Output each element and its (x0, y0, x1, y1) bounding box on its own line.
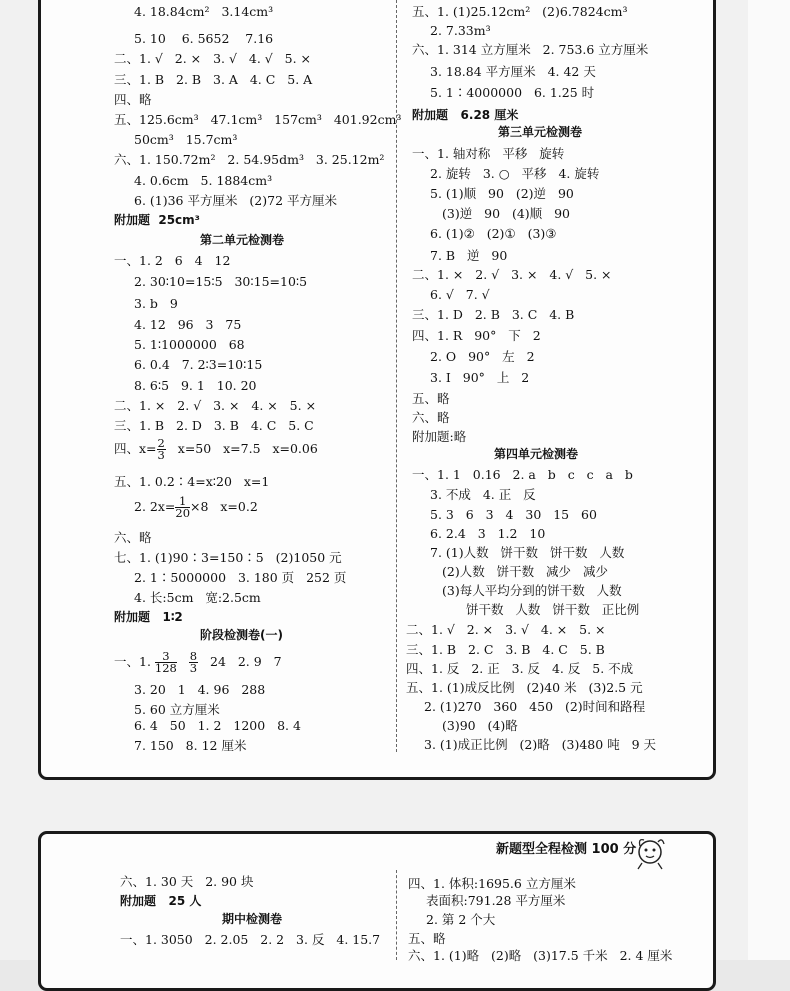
answer-line: 7. (1)人数 饼干数 饼干数 人数 (430, 545, 625, 560)
fraction (155, 651, 177, 674)
answer-line: 3. 18.84 平方厘米 4. 42 天 (430, 64, 596, 79)
answer-line: 6. 2.4 3 1.2 10 (430, 526, 546, 541)
answer-line-fraction (134, 494, 258, 520)
answer-line: 三、1. D 2. B 3. C 4. B (412, 307, 575, 322)
answer-line: 二、1. √ 2. × 3. √ 4. √ 5. × (114, 51, 312, 66)
answer-line: (3)90 (4)略 (442, 718, 518, 733)
fraction (175, 496, 190, 519)
answer-line: 3. 不成 4. 正 反 (430, 487, 536, 502)
answer-line-fraction (114, 436, 318, 462)
answer-line: 四、1. 反 2. 正 3. 反 4. 反 5. 不成 (406, 661, 634, 676)
section-heading: 阶段检测卷(一) (200, 628, 283, 642)
answer-line: 五、125.6cm³ 47.1cm³ 157cm³ 401.92cm³ (114, 112, 402, 127)
numerator: 8 (189, 649, 198, 663)
answer-line: 2. 1∶5000000 3. 180 页 252 页 (134, 570, 347, 585)
answer-line: 二、1. √ 2. × 3. √ 4. × 5. × (406, 622, 606, 637)
answer-line: 五、略 (412, 391, 450, 406)
answer-line: 三、1. B 2. D 3. B 4. C 5. C (114, 418, 314, 433)
answer-line: 5. 3 6 3 4 30 15 60 (430, 507, 597, 522)
cartoon-mascot-icon (632, 832, 672, 872)
answer-line: 6. 0.4 7. 2∶3=10∶15 (134, 357, 263, 372)
answer-line: 5. (1)顺 90 (2)逆 90 (430, 186, 574, 201)
answer-line: 六、1. 30 天 2. 90 块 (120, 874, 254, 889)
answer-line: 一、1. 轴对称 平移 旋转 (412, 146, 565, 161)
answer-line: 4. 0.6cm 5. 1884cm³ (134, 173, 273, 188)
section-heading: 第四单元检测卷 (494, 447, 579, 461)
answer-line: 表面积:791.28 平方厘米 (426, 893, 566, 908)
answer-line: 2. O 90° 左 2 (430, 349, 535, 364)
answer-line: 三、1. B 2. B 3. A 4. C 5. A (114, 72, 313, 87)
answer-line: 五、略 (408, 931, 446, 946)
denominator: 128 (154, 661, 177, 675)
answer-line: 七、1. (1)90∶3=150∶5 (2)1050 元 (114, 550, 342, 565)
answer-line: 四、1. 体积:1695.6 立方厘米 (408, 876, 576, 891)
answer-line: 2. (1)270 360 450 (2)时间和路程 (424, 699, 646, 714)
answer-line: 3. 20 1 4. 96 288 (134, 682, 266, 697)
denominator: 3 (157, 448, 165, 462)
answer-line: 3. I 90° 上 2 (430, 370, 530, 385)
answer-line: 5. 1∶1000000 68 (134, 337, 245, 352)
bonus-question: 附加题 25cm³ (114, 213, 200, 227)
answer-line: 附加题:略 (412, 429, 467, 444)
book-title: 新题型全程检测 100 分 (496, 842, 637, 857)
answer-line: (3)每人平均分到的饼干数 人数 (442, 583, 622, 598)
section-heading: 第二单元检测卷 (200, 233, 285, 247)
answer-line: 六、略 (412, 410, 450, 425)
answer-line: 4. 长:5cm 宽:2.5cm (134, 590, 261, 605)
answer-line: 5. 10 6. 5652 7.16 (134, 31, 274, 46)
denominator: 20 (175, 506, 191, 520)
answer-line: 4. 12 96 3 75 (134, 317, 242, 332)
answer-line-fraction (114, 648, 282, 676)
answer-line: 一、1. 2 6 4 12 (114, 253, 231, 268)
answer-line: 2. 30∶10=15∶5 30∶15=10∶5 (134, 274, 308, 289)
answer-line: 四、1. R 90° 下 2 (412, 328, 541, 343)
answer-text: ×8 x=0.2 (190, 499, 258, 514)
answer-line: 五、1. (1)25.12cm² (2)6.7824cm³ (412, 4, 628, 19)
answer-line: 六、1. 150.72m² 2. 54.95dm³ 3. 25.12m² (114, 152, 385, 167)
answer-line: (3)逆 90 (4)顺 90 (442, 206, 570, 221)
answer-line: 5. 60 立方厘米 (134, 702, 220, 717)
answer-line: 饼干数 人数 饼干数 正比例 (466, 602, 640, 617)
answer-line: 二、1. × 2. √ 3. × 4. × 5. × (114, 398, 317, 413)
answer-line: 六、略 (114, 530, 152, 545)
bonus-question: 附加题 25 人 (120, 894, 202, 908)
answer-line: 6. (1)② (2)① (3)③ (430, 226, 557, 241)
answer-line: 一、1. 1 0.16 2. a b c c a b (412, 467, 633, 482)
numerator: 3 (155, 651, 177, 663)
answer-line: 2. 旋转 3. ○ 平移 4. 旋转 (430, 166, 600, 181)
answer-line: 6. (1)36 平方厘米 (2)72 平方厘米 (134, 193, 337, 208)
answer-line: 四、略 (114, 92, 152, 107)
column-divider-bottom (396, 870, 397, 960)
denominator: 3 (189, 661, 198, 675)
answer-line: 6. 4 50 1. 2 1200 8. 4 (134, 718, 301, 733)
section-heading: 第三单元检测卷 (498, 125, 583, 139)
answer-line: 6. √ 7. √ (430, 287, 490, 302)
answer-line: 7. B 逆 90 (430, 248, 508, 263)
fraction (157, 438, 166, 461)
answer-line: 2. 7.33m³ (430, 23, 491, 38)
numerator: 2 (157, 436, 165, 450)
answer-text: 四、x= (114, 441, 157, 456)
answer-line: 3. (1)成正比例 (2)略 (3)480 吨 9 天 (424, 737, 657, 752)
answer-line: (2)人数 饼干数 减少 减少 (442, 564, 608, 579)
answer-line: 4. 18.84cm² 3.14cm³ (134, 4, 274, 19)
answer-line: 50cm³ 15.7cm³ (134, 132, 238, 147)
answer-line: 5. 1∶4000000 6. 1.25 时 (430, 85, 595, 100)
bonus-question: 附加题 1∶2 (114, 610, 183, 624)
answer-line: 二、1. × 2. √ 3. × 4. √ 5. × (412, 267, 612, 282)
answer-text: 24 2. 9 7 (198, 654, 282, 669)
section-heading: 期中检测卷 (222, 912, 283, 926)
answer-line: 三、1. B 2. C 3. B 4. C 5. B (406, 642, 605, 657)
numerator: 1 (175, 496, 190, 508)
answer-line: 7. 150 8. 12 厘米 (134, 738, 247, 753)
answer-line: 六、1. 314 立方厘米 2. 753.6 立方厘米 (412, 42, 649, 57)
answer-text: 2. 2x= (134, 499, 176, 514)
fraction (189, 651, 198, 674)
answer-line: 2. 第 2 个大 (426, 912, 496, 927)
answer-line: 3. b 9 (134, 296, 178, 311)
answer-line: 六、1. (1)略 (2)略 (3)17.5 千米 2. 4 厘米 (408, 948, 673, 963)
answer-line: 8. 6∶5 9. 1 10. 20 (134, 378, 257, 393)
answer-line: 一、1. 3050 2. 2.05 2. 2 3. 反 4. 15.7 (120, 932, 381, 947)
answer-line: 五、1. (1)成反比例 (2)40 米 (3)2.5 元 (406, 680, 643, 695)
bonus-question: 附加题 6.28 厘米 (412, 108, 519, 122)
answer-text: x=50 x=7.5 x=0.06 (165, 441, 318, 456)
page-margin (748, 0, 790, 960)
answer-line: 五、1. 0.2∶4=x∶20 x=1 (114, 474, 270, 489)
answer-text: 一、1. (114, 654, 155, 669)
